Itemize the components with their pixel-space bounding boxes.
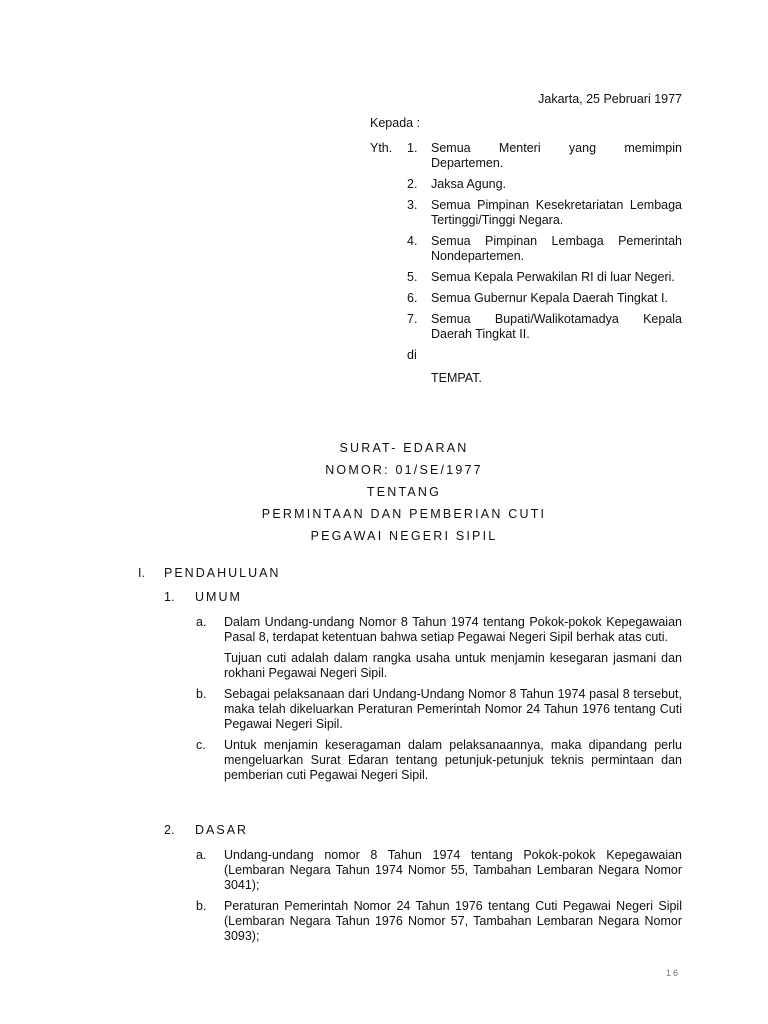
subsection-number: 1. xyxy=(164,590,175,604)
item-letter: a. xyxy=(196,848,207,862)
title-subject: PERMINTAAN DAN PEMBERIAN CUTI xyxy=(261,507,547,521)
item-letter: b. xyxy=(196,687,207,701)
recipient-number: 3. xyxy=(407,198,418,212)
title-subject: PEGAWAI NEGERI SIPIL xyxy=(310,529,498,543)
item-letter: a. xyxy=(196,615,207,629)
recipient-item xyxy=(407,270,682,285)
title-line: SURAT- EDARAN xyxy=(339,441,469,455)
recipient-number: 6. xyxy=(407,291,418,305)
title-line: TENTANG xyxy=(366,485,442,499)
recipient-item xyxy=(407,234,682,264)
recipient-text: Semua Menteri yang memimpin Departemen. xyxy=(431,141,682,170)
list-item xyxy=(196,687,682,732)
recipient-text: Jaksa Agung. xyxy=(431,177,507,191)
subsection-number: 2. xyxy=(164,823,175,837)
paragraph: Untuk menjamin keseragaman dalam pelaksanaannya, maka dipandang perlu mengeluarkan Surat Edaran tentang petunjuk-petunjuk teknis permintaan dan pemberian cuti Pegawai Negeri Sipil. xyxy=(224,738,682,782)
tempat-label: TEMPAT. xyxy=(431,371,482,385)
page-number: 16 xyxy=(665,968,680,978)
item-letter: c. xyxy=(196,738,206,752)
recipient-text: Semua Pimpinan Kesekretariatan Lembaga Tertinggi/Tinggi Negara. xyxy=(431,198,682,227)
date-line: Jakarta, 25 Pebruari 1977 xyxy=(538,92,682,106)
recipient-number: 4. xyxy=(407,234,418,248)
recipient-list xyxy=(407,141,682,386)
paragraph: Undang-undang nomor 8 Tahun 1974 tentang Pokok-pokok Kepegawaian (Lembaran Negara Tahun 1974 Nomor 55, Tambahan Lembaran Negara Nomor 3041); xyxy=(224,848,682,892)
list-item xyxy=(196,899,682,944)
list-item xyxy=(196,848,682,893)
recipient-number: 5. xyxy=(407,270,418,284)
recipient-number: 7. xyxy=(407,312,418,326)
di-label: di xyxy=(407,348,417,362)
recipient-item xyxy=(407,198,682,228)
yth-label: Yth. xyxy=(370,141,393,155)
kepada-label: Kepada : xyxy=(370,116,421,130)
recipient-text: Semua Kepala Perwakilan RI di luar Negeri. xyxy=(431,270,675,284)
subsection-title: UMUM xyxy=(195,590,242,604)
recipient-item xyxy=(407,291,682,306)
list-item xyxy=(196,738,682,783)
paragraph: Peraturan Pemerintah Nomor 24 Tahun 1976 tentang Cuti Pegawai Negeri Sipil (Lembaran Negara Tahun 1976 Nomor 57, Tambahan Lembaran Negara Nomor 3093); xyxy=(224,899,682,943)
recipient-number: 1. xyxy=(407,141,418,155)
section-title: PENDAHULUAN xyxy=(164,566,281,580)
dasar-list xyxy=(196,848,682,950)
recipient-number: 2. xyxy=(407,177,418,191)
list-item xyxy=(196,615,682,681)
recipient-item xyxy=(407,312,682,342)
recipient-text: Semua Gubernur Kepala Daerah Tingkat I. xyxy=(431,291,668,305)
section-numeral: I. xyxy=(138,566,145,580)
recipient-item xyxy=(407,141,682,171)
recipient-text: Semua Pimpinan Lembaga Pemerintah Nondepartemen. xyxy=(431,234,682,263)
document-title xyxy=(0,437,768,547)
paragraph: Tujuan cuti adalah dalam rangka usaha untuk menjamin kesegaran jasmani dan rokhani Pegawai Negeri Sipil. xyxy=(224,651,682,680)
paragraph: Sebagai pelaksanaan dari Undang-Undang Nomor 8 Tahun 1974 pasal 8 tersebut, maka telah dikeluarkan Peraturan Pemerintah Nomor 24 Tahun 1976 tentang Cuti Pegawai Negeri Sipil. xyxy=(224,687,682,731)
paragraph: Dalam Undang-undang Nomor 8 Tahun 1974 tentang Pokok-pokok Kepegawaian Pasal 8, terdapat ketentuan bahwa setiap Pegawai Negeri Sipil berhak atas cuti. xyxy=(224,615,682,644)
subsection-title: DASAR xyxy=(195,823,249,837)
item-letter: b. xyxy=(196,899,207,913)
umum-list xyxy=(196,615,682,789)
recipient-item xyxy=(407,177,682,192)
title-number: NOMOR: 01/SE/1977 xyxy=(325,463,483,477)
recipient-text: Semua Bupati/Walikotamadya Kepala Daerah Tingkat II. xyxy=(431,312,682,341)
